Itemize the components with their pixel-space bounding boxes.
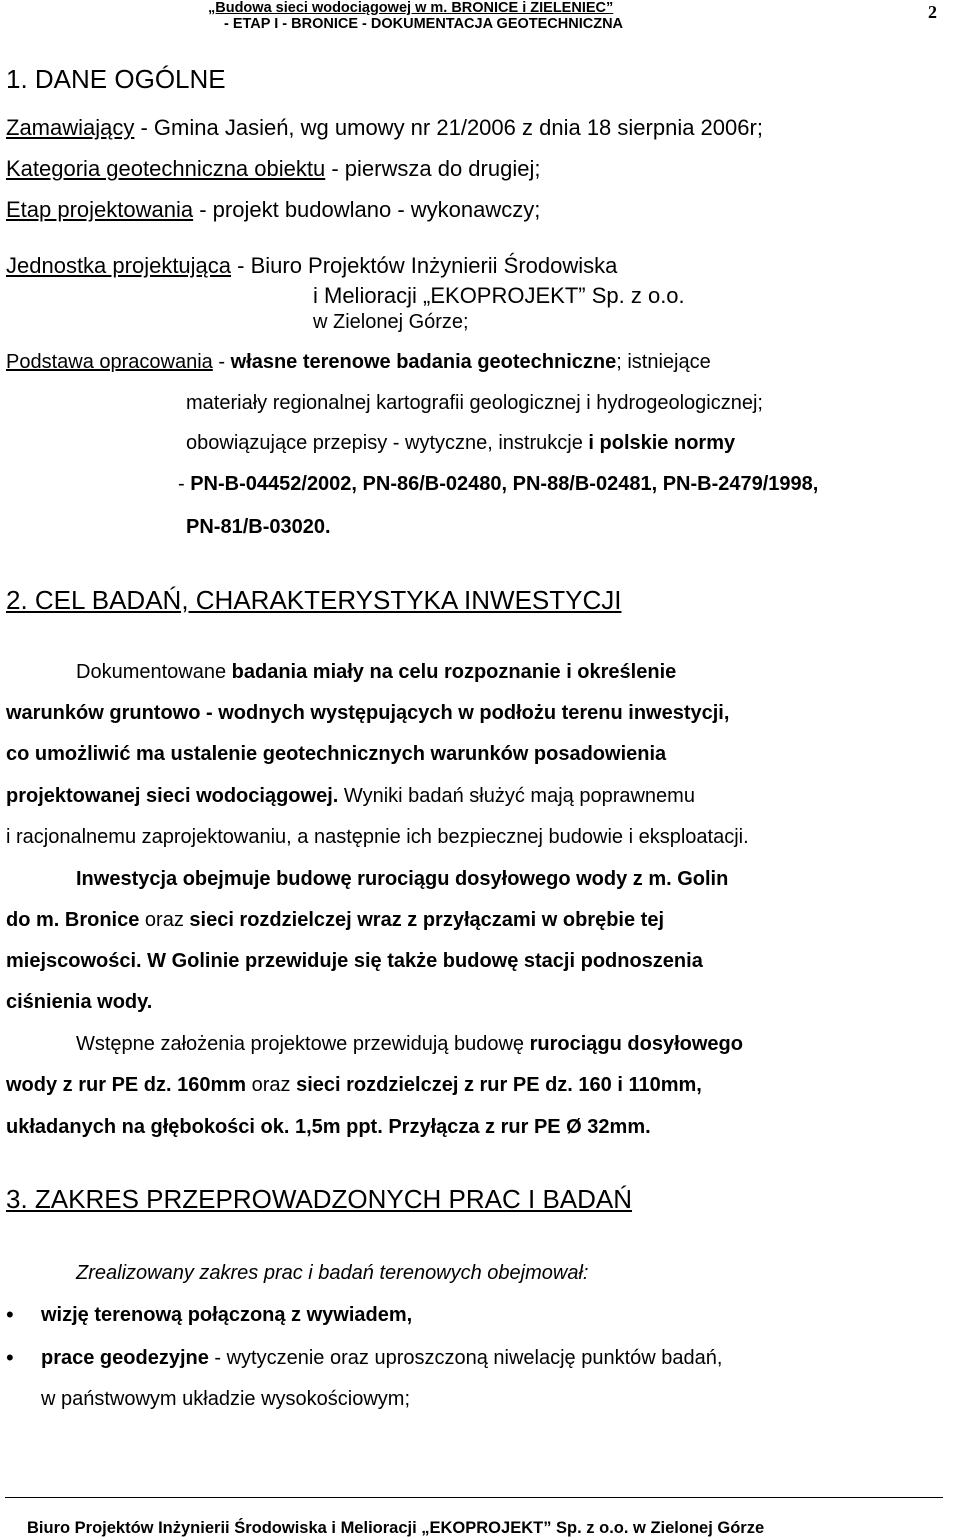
para-1-line-5: i racjonalnemu zaprojektowaniu, a następnie ich bezpiecznej budowie i eksploatacji. (6, 826, 749, 848)
field-value: - projekt budowlano - wykonawczy; (193, 197, 541, 222)
text-bold: prace geodezyjne (41, 1347, 209, 1369)
bullet-item-2 (41, 1347, 722, 1370)
para-3-line-1 (76, 1033, 743, 1056)
para-1-line-2: warunków gruntowo - wodnych występujących w podłożu terenu inwestycji, (6, 702, 730, 724)
podstawa-dash: - (178, 473, 191, 495)
jednostka-line-3: w Zielonej Górze; (313, 311, 469, 333)
para-3-line-2 (6, 1074, 702, 1097)
para-1-line-1 (76, 661, 676, 684)
field-dash: - (212, 351, 231, 373)
text-bold: badania miały na celu rozpoznanie i określenie (231, 661, 677, 683)
podstawa-line-3-bold: i polskie normy (588, 432, 736, 454)
podstawa-line-3-text: obowiązujące przepisy - wytyczne, instrukcje (186, 432, 589, 454)
text: Wstępne założenia projektowe przewidują budowę (76, 1033, 530, 1055)
field-value: - pierwsza do drugiej; (325, 156, 541, 181)
section-1-heading: 1. DANE OGÓLNE (6, 64, 226, 94)
text: Dokumentowane (76, 661, 232, 683)
field-zamawiajacy (6, 115, 763, 141)
para-3-line-3: układanych na głębokości ok. 1,5m ppt. Przyłącza z rur PE Ø 32mm. (6, 1116, 651, 1138)
field-value-bold: własne terenowe badania geotechniczne (230, 351, 617, 373)
text-bold: rurociągu dosyłowego (529, 1033, 743, 1055)
podstawa-line-4 (178, 473, 818, 496)
section-3-intro: Zrealizowany zakres prac i badań terenowych obejmował: (76, 1262, 589, 1284)
jednostka-line-2: i Melioracji „EKOPROJEKT” Sp. z o.o. (313, 283, 685, 308)
page-number: 2 (928, 2, 937, 22)
para-2-line-4: ciśnienia wody. (6, 991, 153, 1013)
field-etap (6, 197, 540, 223)
section-3-heading: 3. ZAKRES PRZEPROWADZONYCH PRAC I BADAŃ (6, 1184, 633, 1214)
text-bold: wody z rur PE dz. 160mm (6, 1074, 247, 1096)
text: oraz (246, 1074, 297, 1096)
para-2-line-2 (6, 909, 664, 932)
field-value: - Gmina Jasień, wg umowy nr 21/2006 z dnia 18 sierpnia 2006r; (134, 115, 763, 140)
bullet-item-1: wizję terenową połączoną z wywiadem, (41, 1304, 413, 1326)
para-1-line-4 (6, 785, 695, 808)
text: - wytyczenie oraz uproszczoną niwelację punktów badań, (208, 1347, 723, 1369)
text-bold: do m. Bronice (6, 909, 140, 931)
document-header-subtitle: - ETAP I - BRONICE - DOKUMENTACJA GEOTECHNICZNA (224, 16, 624, 32)
podstawa-line-5: PN-81/B-03020. (186, 516, 331, 538)
field-value: ; istniejące (616, 351, 711, 373)
text: oraz (139, 909, 190, 931)
text: Wyniki badań służyć mają poprawnemu (338, 785, 695, 807)
section-2-heading: 2. CEL BADAŃ, CHARAKTERYSTYKA INWESTYCJI (6, 585, 622, 615)
field-kategoria (6, 156, 540, 182)
para-2-line-3: miejscowości. W Golinie przewiduje się także budowę stacji podnoszenia (6, 950, 703, 972)
footer-company: Biuro Projektów Inżynierii Środowiska i Melioracji „EKOPROJEKT” Sp. z o.o. w Zielonej Górze (27, 1519, 765, 1537)
footer-divider (5, 1497, 943, 1498)
field-label: Etap projektowania (6, 197, 194, 222)
norms-list: PN-B-04452/2002, PN-86/B-02480, PN-88/B-02481, PN-B-2479/1998, (190, 473, 819, 495)
podstawa-line-3 (186, 432, 735, 455)
text-bold: sieci rozdzielczej z rur PE dz. 160 i 110mm, (296, 1074, 702, 1096)
bullet-dot-icon: • (6, 1302, 14, 1327)
field-label: Jednostka projektująca (6, 253, 232, 278)
field-podstawa (6, 351, 711, 374)
field-value: - Biuro Projektów Inżynierii Środowiska (231, 253, 618, 278)
text-bold: projektowanej sieci wodociągowej. (6, 785, 339, 807)
podstawa-line-2: materiały regionalnej kartografii geologicznej i hydrogeologicznej; (186, 392, 763, 414)
bullet-dot-icon: • (6, 1345, 14, 1370)
field-label: Zamawiający (6, 115, 135, 140)
field-label: Podstawa opracowania (6, 351, 213, 373)
field-jednostka (6, 253, 617, 279)
bullet-item-2-continuation: w państwowym układzie wysokościowym; (41, 1388, 411, 1410)
text-bold: sieci rozdzielczej wraz z przyłączami w obrębie tej (189, 909, 665, 931)
para-1-line-3: co umożliwić ma ustalenie geotechnicznych warunków posadowienia (6, 743, 667, 765)
para-2-line-1: Inwestycja obejmuje budowę rurociągu dosyłowego wody z m. Golin (76, 868, 729, 890)
document-header-title: „Budowa sieci wodociągowej w m. BRONICE i ZIELENIEC” (208, 0, 614, 16)
field-label: Kategoria geotechniczna obiektu (6, 156, 326, 181)
